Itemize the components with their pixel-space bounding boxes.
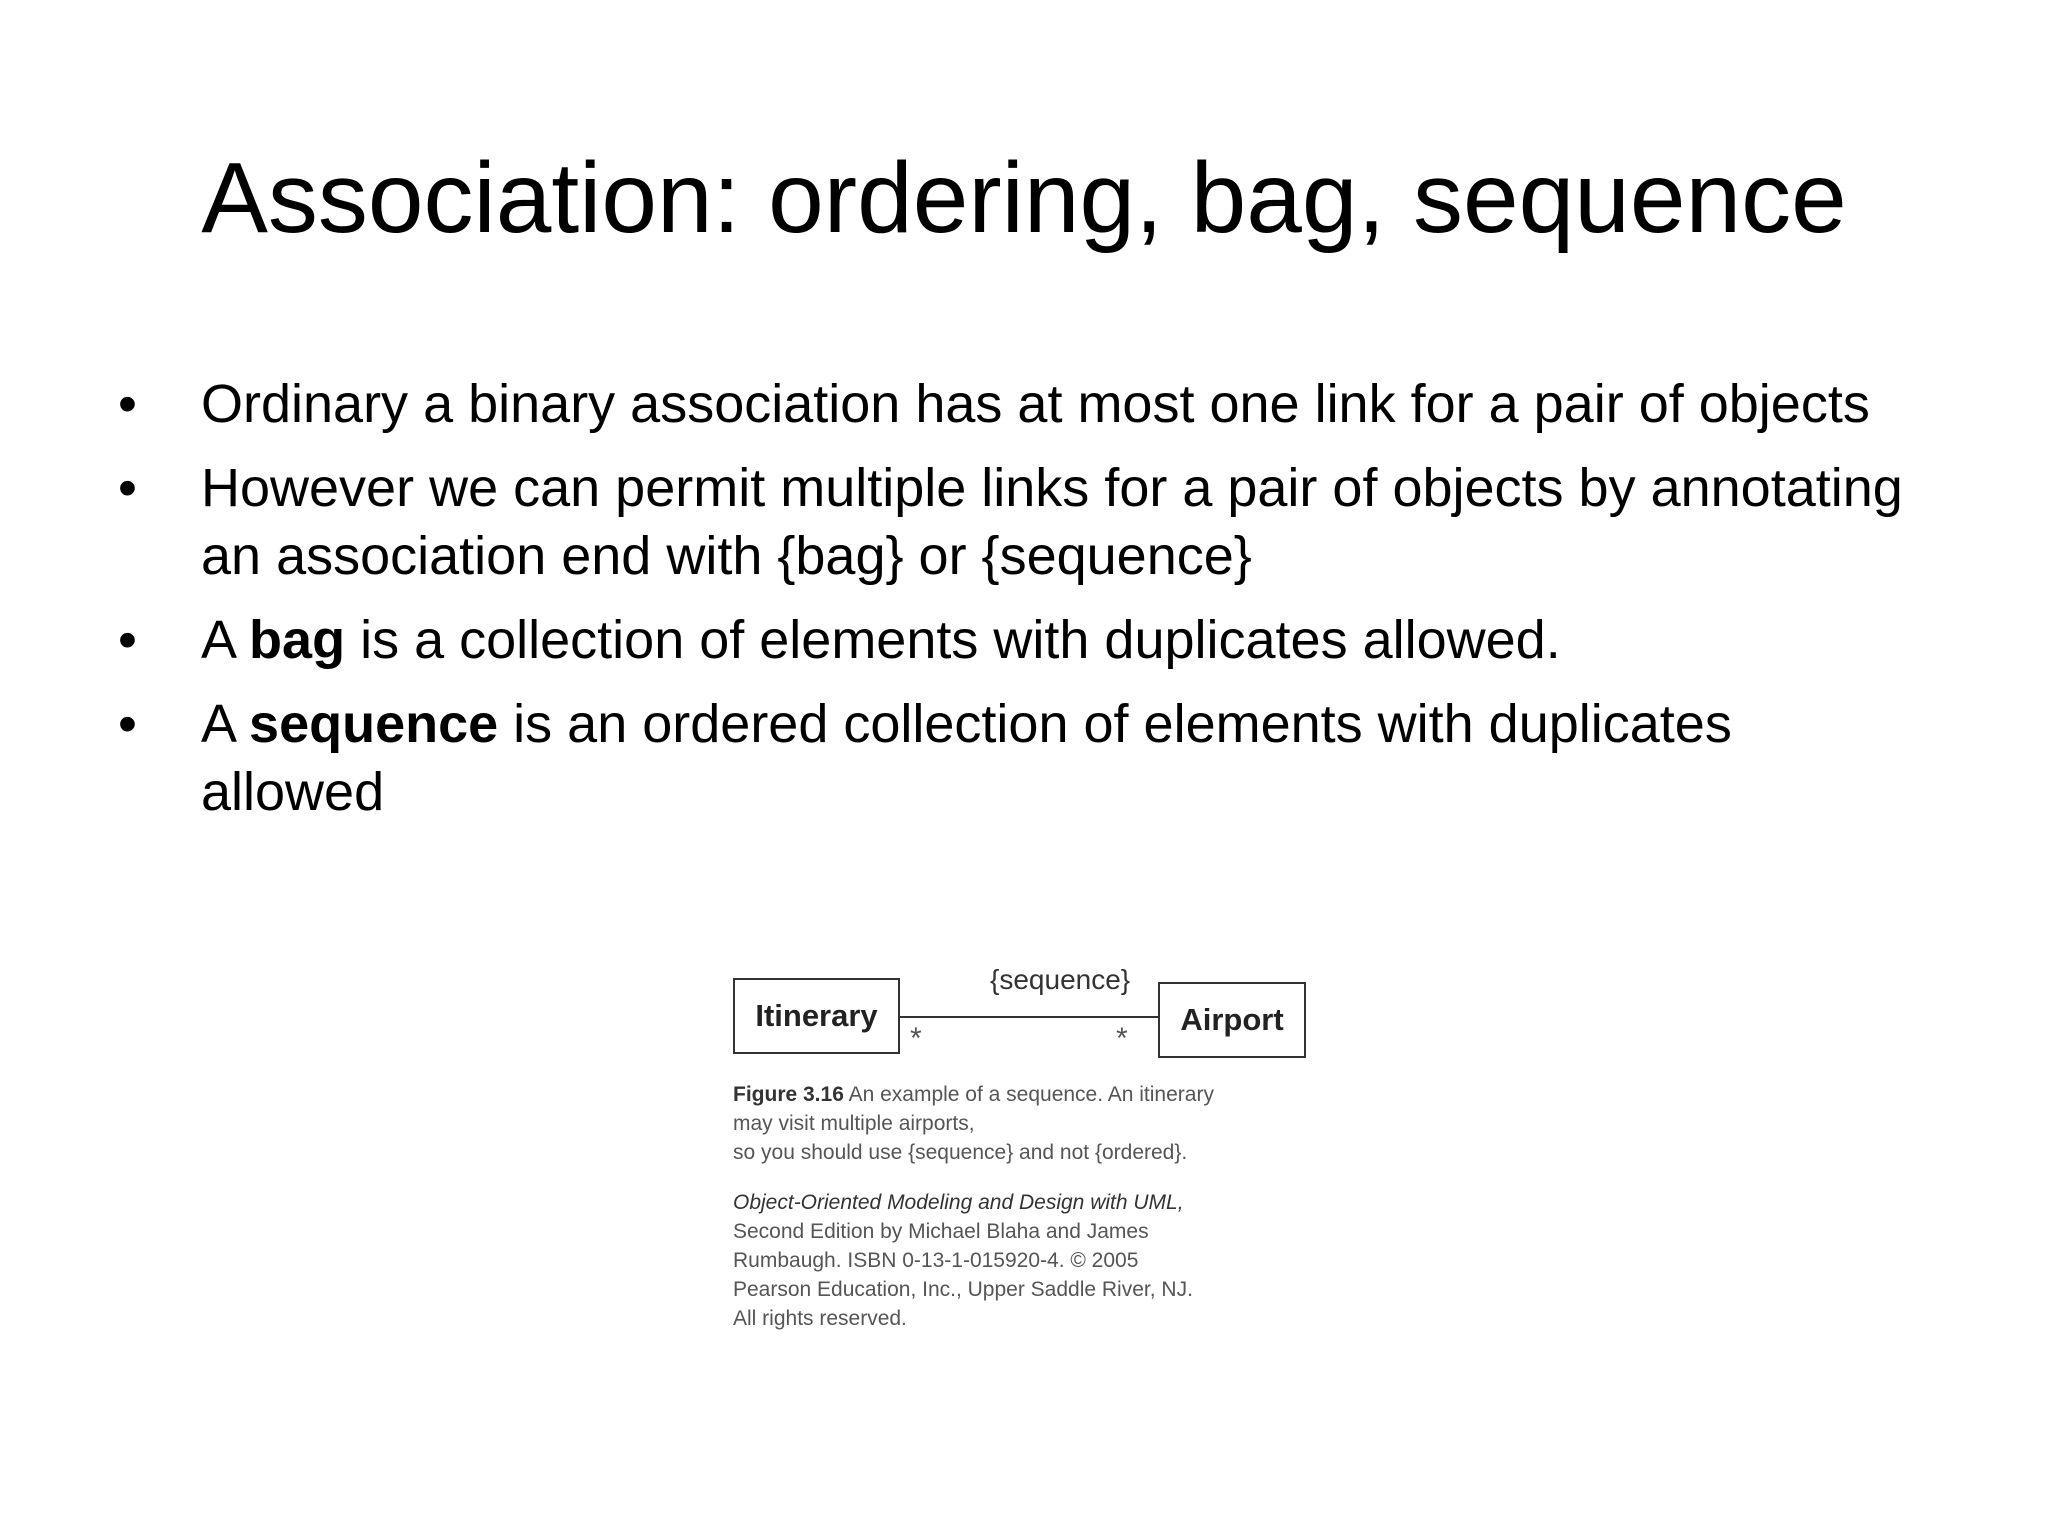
bullet-item — [118, 370, 1918, 438]
bullet-text: However we can permit multiple links for a pair of objects by annotating an association end with {bag} or {sequence} — [201, 458, 1903, 586]
bullet-marker: • — [118, 610, 137, 670]
source-line — [733, 1188, 1313, 1217]
class-name: Itinerary — [755, 998, 878, 1033]
figure-caption — [733, 1080, 1313, 1167]
bullet-item — [118, 606, 1918, 674]
source-line: All rights reserved. — [733, 1307, 907, 1330]
bullet-bold-term: sequence — [249, 694, 499, 754]
bullet-marker: • — [118, 374, 137, 434]
bullet-text: is a collection of elements with duplicates allowed. — [345, 610, 1561, 670]
bullet-text-prefix: A — [201, 694, 250, 754]
figure-number: Figure 3.16 — [733, 1083, 844, 1106]
class-box-airport — [1158, 982, 1306, 1058]
bullet-text: is an ordered collection of elements with duplicates allowed — [201, 694, 1732, 822]
bullet-marker: • — [118, 694, 137, 754]
class-box-itinerary — [733, 978, 900, 1054]
bullet-marker: • — [118, 458, 137, 518]
multiplicity-left: * — [910, 1022, 922, 1055]
caption-text: An example of a sequence. An itinerary — [843, 1083, 1214, 1106]
class-name: Airport — [1180, 1002, 1284, 1037]
association-line — [899, 1016, 1158, 1018]
slide-title: Association: ordering, bag, sequence — [201, 142, 1847, 254]
source-title: Object-Oriented Modeling and Design with UML, — [733, 1191, 1184, 1214]
source-line: Rumbaugh. ISBN 0-13-1-015920-4. © 2005 — [733, 1249, 1139, 1272]
bullet-item — [118, 690, 1918, 826]
multiplicity-right: * — [1116, 1022, 1128, 1055]
caption-line: may visit multiple airports, — [733, 1112, 975, 1135]
bullet-text-prefix: A — [201, 610, 250, 670]
bullet-text: Ordinary a binary association has at most one link for a pair of objects — [201, 374, 1870, 434]
source-line: Pearson Education, Inc., Upper Saddle River, NJ. — [733, 1278, 1193, 1301]
caption-line: so you should use {sequence} and not {ordered}. — [733, 1141, 1188, 1164]
uml-figure — [700, 960, 1320, 1350]
source-line: Second Edition by Michael Blaha and James — [733, 1220, 1149, 1243]
bullet-list — [118, 370, 1918, 842]
figure-source — [733, 1188, 1313, 1333]
bullet-item — [118, 454, 1918, 590]
association-label: {sequence} — [990, 964, 1131, 995]
bullet-bold-term: bag — [249, 610, 346, 670]
caption-line — [733, 1080, 1313, 1109]
